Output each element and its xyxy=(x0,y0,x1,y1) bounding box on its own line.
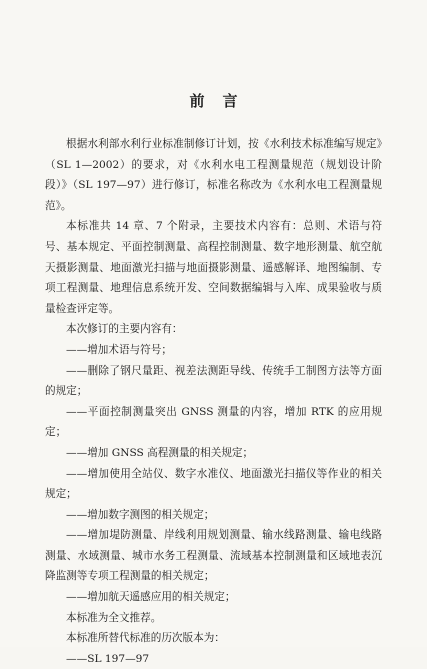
list-item: ——增加航天遥感应用的相关规定； xyxy=(66,591,236,604)
title-char-2: 言 xyxy=(222,92,238,110)
paragraph-revision-intro: 本次修订的主要内容有： xyxy=(66,323,183,336)
list-item: ——增加堤防测量、岸线利用规划测量、输水线路测量、输电线路测量、水域测量、城市水务工程测量、流域基本控制测量和区域地表沉降监测等专项工程测量的相关规定； xyxy=(45,529,382,583)
page-title xyxy=(0,90,427,111)
paragraph-revision-basis: 根据水利部水利行业标准制修订计划，按《水利技术标准编写规定》（SL 1—2002）的要求，对《水利水电工程测量规范（规划设计阶段）》（SL 197—97）进行修订，标准名称改为《水利水电工程测量规范》。 xyxy=(45,138,382,212)
list-item: ——增加数字测图的相关规定； xyxy=(66,508,215,521)
document-body xyxy=(45,134,382,669)
list-item: ——增加 GNSS 高程测量的相关规定； xyxy=(66,446,254,459)
list-item: ——SL 197—97 xyxy=(66,652,150,665)
title-char-1: 前 xyxy=(189,92,205,110)
paragraph-technical-content: 本标准共 14 章、7 个附录，主要技术内容有：总则、术语与符号、基本规定、平面控制测量、高程控制测量、数字地形测量、航空航天摄影测量、地面激光扫描与地面摄影测量、遥感解译、地图编制、专项工程测量、地理信息系统开发、空间数据编辑与入库、成果验收与质量检查评定等。 xyxy=(45,220,382,315)
list-item: ——平面控制测量突出 GNSS 测量的内容，增加 RTK 的应用规定； xyxy=(45,405,382,439)
paragraph-previous-versions: 本标准所替代标准的历次版本为： xyxy=(66,632,225,645)
list-item: ——增加使用全站仪、数字水准仪、地面激光扫描仪等作业的相关规定； xyxy=(45,467,382,501)
scan-artifact xyxy=(377,4,417,14)
list-item: ——增加术语与符号； xyxy=(66,343,172,356)
list-item: ——删除了钢尺量距、视差法测距导线、传统手工制图方法等方面的规定； xyxy=(45,364,382,398)
paragraph-recommendation: 本标准为全文推荐。 xyxy=(66,611,162,624)
